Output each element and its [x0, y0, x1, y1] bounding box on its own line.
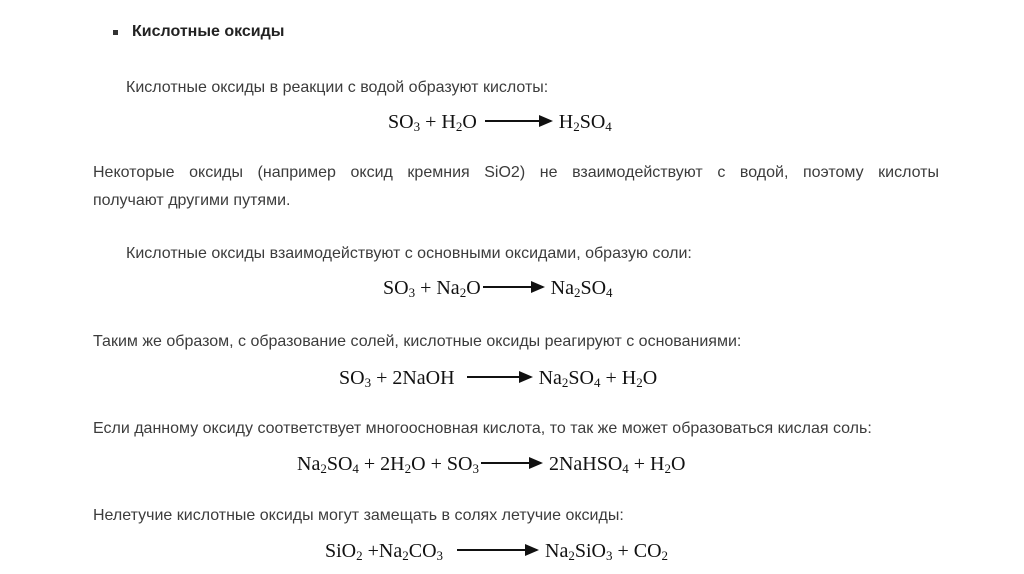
equation-5 — [325, 539, 668, 563]
reaction-arrow-icon — [457, 549, 537, 551]
bullet-marker — [113, 30, 118, 35]
equation-3 — [339, 366, 657, 390]
reaction-arrow-icon — [483, 286, 543, 288]
equation-1 — [388, 110, 612, 134]
equation-2-right: $Na_2SO_4$ — [550, 277, 613, 300]
equation-1-left: $SO_3 + H_2O$ — [388, 111, 477, 134]
equation-2 — [383, 276, 613, 300]
equation-1-right: $H_2SO_4$ — [558, 111, 612, 134]
equation-5-right: $Na_2SiO_3 + CO_2$ — [545, 540, 669, 563]
text-line-4: Таким же образом, с образование солей, кислотные оксиды реагируют с основаниями: — [93, 333, 742, 350]
text-line-5: Если данному оксиду соответствует многоосновная кислота, то так же может образоваться кислая соль: — [93, 420, 872, 437]
section-heading: Кислотные оксиды — [132, 23, 285, 40]
equation-4-right: 2NaHSO$_4$ + $H_2O$ — [548, 453, 686, 476]
text-line-6: Нелетучие кислотные оксиды могут замещать в солях летучие оксиды: — [93, 507, 624, 524]
text-line-2b: получают другими путями. — [93, 192, 291, 209]
equation-3-left: $SO_3$ + 2NaOH — [339, 367, 455, 390]
equation-4-left: $Na_2SO_4 + 2H_2O + SO_3$ — [297, 453, 479, 476]
reaction-arrow-icon — [485, 120, 551, 122]
equation-3-right: $Na_2SO_4 + H_2O$ — [538, 367, 658, 390]
equation-4 — [297, 452, 685, 476]
equation-5-left: $SiO_2 +Na_2CO_3$ — [325, 540, 444, 563]
text-line-2a: Некоторые оксиды (например оксид кремния SiO2) не взаимодействуют с водой, поэтому кислоты — [93, 164, 939, 181]
equation-2-left: $SO_3 + Na_2O$ — [383, 277, 481, 300]
reaction-arrow-icon — [467, 376, 531, 378]
text-line-3: Кислотные оксиды взаимодействуют с основными оксидами, образую соли: — [126, 245, 692, 262]
text-line-1: Кислотные оксиды в реакции с водой образуют кислоты: — [126, 79, 549, 96]
reaction-arrow-icon — [481, 462, 541, 464]
